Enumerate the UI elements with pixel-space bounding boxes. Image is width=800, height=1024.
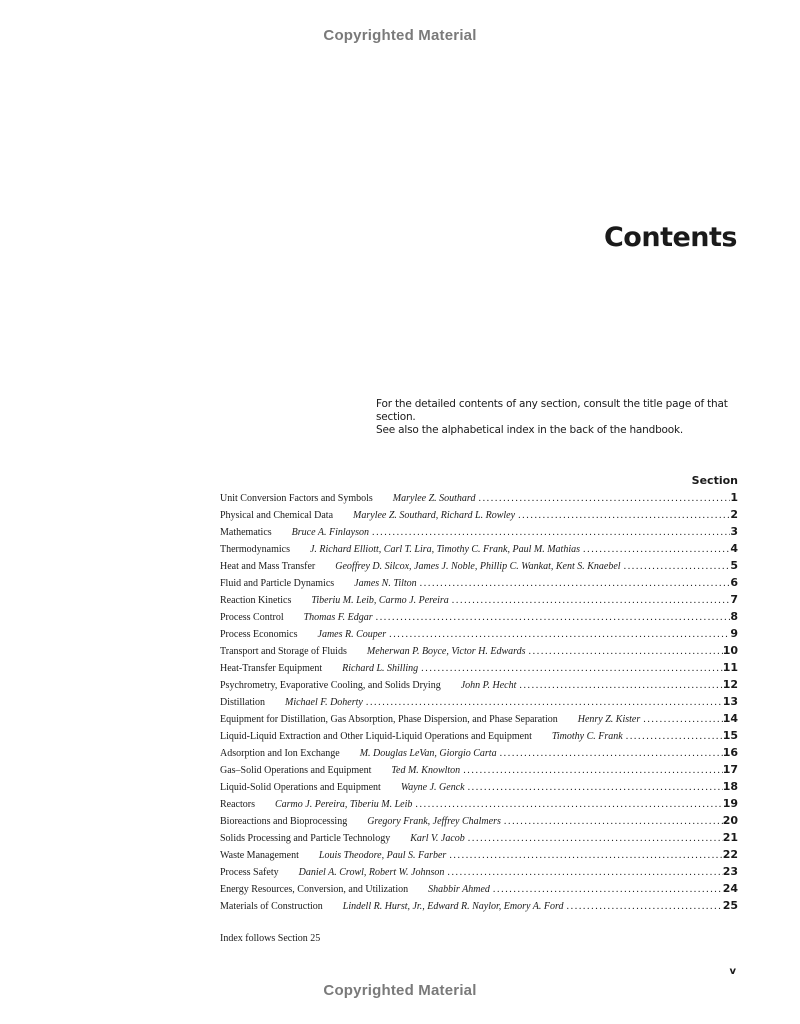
dot-leader — [369, 524, 730, 540]
toc-entry[interactable] — [220, 540, 738, 557]
toc-entry-authors: Ted M. Knowlton — [391, 765, 461, 776]
toc-entry-authors: M. Douglas LeVan, Giorgio Carta — [359, 748, 497, 759]
toc-entry-authors: Richard L. Shilling — [342, 663, 419, 674]
page-title: Contents — [603, 222, 737, 253]
toc-entry-authors: Carmo J. Pereira, Tiberiu M. Leib — [275, 799, 413, 810]
toc-entry[interactable] — [220, 523, 738, 540]
toc-entry-authors: Tiberiu M. Leib, Carmo J. Pereira — [311, 595, 449, 606]
toc-entry-section-number: 22 — [722, 848, 738, 861]
toc-entry-authors: Bruce A. Finlayson — [291, 527, 369, 538]
toc-entry-authors: Marylee Z. Southard, Richard L. Rowley — [353, 510, 516, 521]
toc-entry-authors: Shabbir Ahmed — [428, 884, 490, 895]
toc-entry[interactable] — [220, 489, 738, 506]
toc-entry-section-number: 3 — [730, 525, 738, 538]
toc-entry[interactable] — [220, 710, 738, 727]
toc-entry[interactable] — [220, 625, 738, 642]
toc-entry-authors: Geoffrey D. Silcox, James J. Noble, Phillip C. Wankat, Kent S. Knaebel — [335, 561, 621, 572]
toc-entry-authors: Daniel A. Crowl, Robert W. Johnson — [298, 867, 445, 878]
toc-entry[interactable] — [220, 591, 738, 608]
dot-leader — [580, 541, 730, 557]
toc-entry-authors: Michael F. Doherty — [285, 697, 363, 708]
toc-entry-title: Fluid and Particle Dynamics — [220, 578, 335, 589]
toc-entry-title: Reactors — [220, 799, 255, 810]
toc-entry-authors: Gregory Frank, Jeffrey Chalmers — [367, 816, 501, 827]
toc-entry-title: Gas–Solid Operations and Equipment — [220, 765, 372, 776]
toc-entry-section-number: 10 — [722, 644, 738, 657]
toc-entry-authors: Louis Theodore, Paul S. Farber — [318, 850, 447, 861]
toc-entry-section-number: 7 — [730, 593, 738, 606]
toc-entry-section-number: 13 — [722, 695, 738, 708]
dot-leader — [623, 728, 723, 744]
dot-leader — [417, 575, 730, 591]
toc-entry[interactable] — [220, 608, 738, 625]
toc-entry-title: Reaction Kinetics — [220, 595, 292, 606]
toc-entry-title: Solids Processing and Particle Technology — [220, 833, 391, 844]
intro-line-2: See also the alphabetical index in the back of the handbook. — [376, 424, 684, 436]
toc-entry[interactable] — [220, 778, 738, 795]
table-of-contents — [220, 472, 738, 914]
toc-entry-title: Transport and Storage of Fluids — [220, 646, 347, 657]
dot-leader — [516, 677, 722, 693]
watermark-top: Copyrighted Material — [323, 27, 477, 44]
dot-leader — [449, 592, 730, 608]
dot-leader — [564, 898, 723, 914]
intro-line-1: For the detailed contents of any section, consult the title page of that section. — [376, 398, 728, 423]
toc-entry[interactable] — [220, 863, 738, 880]
toc-entry-section-number: 5 — [730, 559, 738, 572]
dot-leader — [501, 813, 723, 829]
toc-entry-title: Bioreactions and Bioprocessing — [220, 816, 348, 827]
toc-entry-title: Process Control — [220, 612, 284, 623]
toc-entry-section-number: 12 — [722, 678, 738, 691]
toc-entry[interactable] — [220, 727, 738, 744]
toc-entry[interactable] — [220, 693, 738, 710]
dot-leader — [446, 847, 722, 863]
toc-entry-title: Waste Management — [220, 850, 299, 861]
toc-entry-section-number: 24 — [722, 882, 738, 895]
toc-entry-section-number: 6 — [730, 576, 738, 589]
toc-entry-title: Equipment for Distillation, Gas Absorption, Phase Dispersion, and Phase Separation — [220, 714, 558, 725]
toc-entry[interactable] — [220, 574, 738, 591]
toc-entry-section-number: 18 — [722, 780, 738, 793]
index-note: Index follows Section 25 — [220, 933, 321, 944]
dot-leader — [490, 881, 723, 897]
dot-leader — [621, 558, 730, 574]
toc-entry-authors: Henry Z. Kister — [577, 714, 641, 725]
toc-entry-section-number: 25 — [722, 899, 738, 912]
dot-leader — [444, 864, 722, 880]
toc-entry[interactable] — [220, 829, 738, 846]
toc-entry-title: Adsorption and Ion Exchange — [220, 748, 340, 759]
dot-leader — [526, 643, 723, 659]
toc-entry[interactable] — [220, 846, 738, 863]
dot-leader — [475, 490, 730, 506]
toc-entry-title: Liquid-Liquid Extraction and Other Liquid-Liquid Operations and Equipment — [220, 731, 532, 742]
toc-entry-title: Physical and Chemical Data — [220, 510, 334, 521]
toc-entry-section-number: 14 — [722, 712, 738, 725]
toc-entry-authors: Marylee Z. Southard — [392, 493, 476, 504]
dot-leader — [465, 830, 723, 846]
toc-entry-section-number: 4 — [730, 542, 738, 555]
toc-list — [220, 489, 738, 914]
toc-entry-authors: Wayne J. Genck — [400, 782, 465, 793]
toc-entry[interactable] — [220, 812, 738, 829]
dot-leader — [515, 507, 730, 523]
toc-entry[interactable] — [220, 795, 738, 812]
dot-leader — [412, 796, 722, 812]
dot-leader — [460, 762, 723, 778]
dot-leader — [373, 609, 730, 625]
toc-entry-title: Liquid-Solid Operations and Equipment — [220, 782, 381, 793]
dot-leader — [418, 660, 723, 676]
toc-entry-title: Process Economics — [220, 629, 298, 640]
section-column-header: Section — [691, 474, 738, 487]
watermark-bottom: Copyrighted Material — [323, 982, 477, 999]
dot-leader — [497, 745, 723, 761]
toc-entry[interactable] — [220, 676, 738, 693]
toc-entry-section-number: 17 — [722, 763, 738, 776]
toc-entry-authors: Thomas F. Edgar — [303, 612, 373, 623]
toc-entry-section-number: 1 — [730, 491, 738, 504]
dot-leader — [465, 779, 723, 795]
dot-leader — [363, 694, 723, 710]
toc-entry-section-number: 16 — [722, 746, 738, 759]
toc-entry-section-number: 23 — [722, 865, 738, 878]
toc-entry-section-number: 15 — [722, 729, 738, 742]
dot-leader — [386, 626, 730, 642]
toc-entry[interactable] — [220, 880, 738, 897]
toc-entry-authors: Lindell R. Hurst, Jr., Edward R. Naylor, Emory A. Ford — [342, 901, 564, 912]
toc-entry-title: Mathematics — [220, 527, 272, 538]
toc-entry-authors: J. Richard Elliott, Carl T. Lira, Timothy C. Frank, Paul M. Mathias — [309, 544, 580, 555]
toc-entry-section-number: 21 — [722, 831, 738, 844]
toc-entry[interactable] — [220, 642, 738, 659]
toc-entry-title: Heat-Transfer Equipment — [220, 663, 323, 674]
toc-entry-section-number: 20 — [722, 814, 738, 827]
toc-entry-section-number: 2 — [730, 508, 738, 521]
toc-entry-authors: Meherwan P. Boyce, Victor H. Edwards — [366, 646, 526, 657]
page-number: v — [729, 966, 736, 977]
toc-entry[interactable] — [220, 659, 738, 676]
toc-entry[interactable] — [220, 506, 738, 523]
toc-entry-authors: John P. Hecht — [460, 680, 517, 691]
toc-entry-section-number: 11 — [722, 661, 738, 674]
toc-entry-authors: Karl V. Jacob — [410, 833, 465, 844]
toc-entry-title: Materials of Construction — [220, 901, 323, 912]
dot-leader — [640, 711, 722, 727]
toc-entry-title: Distillation — [220, 697, 265, 708]
toc-entry-title: Unit Conversion Factors and Symbols — [220, 493, 373, 504]
toc-entry[interactable] — [220, 897, 738, 914]
toc-entry-authors: Timothy C. Frank — [551, 731, 623, 742]
intro-text — [376, 398, 756, 437]
toc-entry-title: Process Safety — [220, 867, 279, 878]
toc-entry-authors: James R. Couper — [317, 629, 387, 640]
toc-entry-section-number: 8 — [730, 610, 738, 623]
toc-entry-title: Heat and Mass Transfer — [220, 561, 316, 572]
toc-entry[interactable] — [220, 744, 738, 761]
toc-entry-title: Psychrometry, Evaporative Cooling, and Solids Drying — [220, 680, 441, 691]
toc-entry[interactable] — [220, 761, 738, 778]
toc-entry[interactable] — [220, 557, 738, 574]
toc-entry-section-number: 9 — [730, 627, 738, 640]
toc-entry-section-number: 19 — [722, 797, 738, 810]
toc-entry-title: Energy Resources, Conversion, and Utilization — [220, 884, 409, 895]
toc-entry-authors: James N. Tilton — [354, 578, 417, 589]
toc-entry-title: Thermodynamics — [220, 544, 290, 555]
